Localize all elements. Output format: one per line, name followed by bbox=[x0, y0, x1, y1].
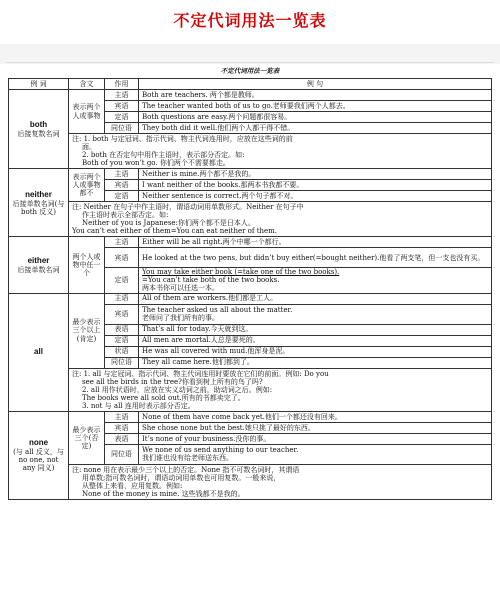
role-cell: 同位语 bbox=[105, 123, 139, 134]
word-cell-all: all bbox=[9, 293, 69, 411]
sentence-cell: The teacher wanted both of us to go.老师要我们两个人都去。 bbox=[139, 101, 492, 112]
role-cell: 主语 bbox=[105, 237, 139, 248]
role-cell: 同位语 bbox=[105, 357, 139, 368]
meaning-cell-neither: 表示两个人或事物都不 bbox=[69, 169, 105, 202]
sentence-cell: All men are mortal.人总是要死的。 bbox=[139, 335, 492, 346]
sentence-cell: He was all covered with mud.他浑身是泥。 bbox=[139, 346, 492, 357]
meaning-cell-both: 表示两个人或事物 bbox=[69, 90, 105, 134]
table-row bbox=[9, 90, 492, 101]
table-row bbox=[9, 368, 492, 411]
role-cell: 宾语 bbox=[105, 422, 139, 433]
role-cell: 宾语 bbox=[105, 101, 139, 112]
word-cell-either: either 后接单数名词 bbox=[9, 237, 69, 293]
word-cell-none: none (与 all 反义，与 no one, not any 同义) bbox=[9, 411, 69, 499]
role-cell: 定语 bbox=[105, 268, 139, 293]
word-cell-both: both 后接复数名词 bbox=[9, 90, 69, 169]
sentence-cell: You may take either book (=take one of the two books). =You can’t take both of the two books. 两本书你可以任选一本。 bbox=[139, 268, 492, 293]
table-row bbox=[9, 464, 492, 499]
header-example-word: 例 词 bbox=[9, 79, 69, 90]
sentence-cell: The teacher asked us all about the matter. 老师问了我们所有的事。 bbox=[139, 304, 492, 324]
meaning-cell-either: 两个人或物中任一个 bbox=[69, 237, 105, 293]
note-cell-none: 注: none 用在表示最少三个以上的否定。None 指不可数名词时，其谓语 用单数;指可数名词时，谓语动词用单数也可用复数。一般来说， 从整体上来看，应用复数。例如: None of the money is mine. 这些钱都不是我的。 bbox=[69, 464, 492, 499]
sentence-cell: They all came here.他们都到了。 bbox=[139, 357, 492, 368]
role-cell: 状语 bbox=[105, 346, 139, 357]
table-row bbox=[9, 237, 492, 248]
pronoun-table bbox=[8, 78, 492, 500]
sentence-cell: He looked at the two pens, but didn’t buy either(=bought neither).他看了两支笔，但一支也没有买。 bbox=[139, 248, 492, 268]
meaning-cell-none: 最少表示三个(否定) bbox=[69, 411, 105, 464]
table-row bbox=[9, 293, 492, 304]
role-cell: 主语 bbox=[105, 169, 139, 180]
role-cell: 宾语 bbox=[105, 180, 139, 191]
header-function: 作用 bbox=[105, 79, 139, 90]
role-cell: 表语 bbox=[105, 433, 139, 444]
role-cell: 同位语 bbox=[105, 444, 139, 464]
role-cell: 表语 bbox=[105, 324, 139, 335]
table-row bbox=[9, 134, 492, 169]
role-cell: 宾语 bbox=[105, 248, 139, 268]
sentence-cell: I want neither of the books.那两本书我都不要。 bbox=[139, 180, 492, 191]
note-cell-neither: 注: Neither 在句子中作主语时，谓语动词用单数形式。Neither 在句子中 作主语时表示全部否定。如: Neither of you is Japanese:你们两个都不是日本人。 You can’t eat either of them=You can eat neither of them. bbox=[69, 202, 492, 237]
sentence-cell: Both questions are easy.两个问题都很容易。 bbox=[139, 112, 492, 123]
table-row bbox=[9, 202, 492, 237]
sentence-cell: Neither is mine.两个都不是我的。 bbox=[139, 169, 492, 180]
sentence-cell: It’s none of your business.没你的事。 bbox=[139, 433, 492, 444]
sentence-cell: We none of us send anything to our teacher. 我们谁也没有给老师送东西。 bbox=[139, 444, 492, 464]
role-cell: 主语 bbox=[105, 90, 139, 101]
table-header-row bbox=[9, 79, 492, 90]
table-row bbox=[9, 411, 492, 422]
table-row bbox=[9, 169, 492, 180]
sentence-cell: Both are teachers. 两个都是教师。 bbox=[139, 90, 492, 101]
role-cell: 主语 bbox=[105, 411, 139, 422]
sentence-cell: She chose none but the best.她只挑了最好的东西。 bbox=[139, 422, 492, 433]
role-cell: 宾语 bbox=[105, 304, 139, 324]
sentence-cell: None of them have come back yet.他们一个都还没有回来。 bbox=[139, 411, 492, 422]
sentence-cell: Either will be all right.两个中哪一个都行。 bbox=[139, 237, 492, 248]
header-meaning: 含文 bbox=[69, 79, 105, 90]
sentence-cell: They both did it well.他们两个人都干得不错。 bbox=[139, 123, 492, 134]
sentence-cell: That’s all for today.今天就到这。 bbox=[139, 324, 492, 335]
role-cell: 定语 bbox=[105, 335, 139, 346]
note-cell-all: 注: 1. all 与定冠词、指示代词、物主代词连用时要放在它们的前面。例如: Do you see all the birds in the tree?你看到树上所有的鸟了吗? 2. all 用作状语时，应放在实义动词之前，助动词之后。例如: The books were all sold out.所有的书都卖完了。 3. not 与 all 连用时表示部分否定。 bbox=[69, 368, 492, 411]
sentence-cell: All of them are workers.他们都是工人。 bbox=[139, 293, 492, 304]
header-band bbox=[0, 44, 500, 64]
word-cell-neither: neither 后接单数名词(与 both 反义) bbox=[9, 169, 69, 237]
header-example-sentence: 例 句 bbox=[139, 79, 492, 90]
meaning-cell-all: 最少表示三个以上(肯定) bbox=[69, 293, 105, 368]
role-cell: 主语 bbox=[105, 293, 139, 304]
sentence-cell: Neither sentence is correct.两个句子都不对。 bbox=[139, 191, 492, 202]
note-cell-both: 注: 1. both 与定冠词、指示代词、物主代词连用时，应放在这些词的前 面。 2. both 在否定句中用作主语时，表示部分否定。如: Both of you won’t go. 你们两个不需要都走。 bbox=[69, 134, 492, 169]
role-cell: 定语 bbox=[105, 191, 139, 202]
role-cell: 定语 bbox=[105, 112, 139, 123]
table-caption: 不定代词用法一览表 bbox=[220, 67, 280, 75]
page-title: 不定代词用法一览表 bbox=[173, 11, 327, 30]
